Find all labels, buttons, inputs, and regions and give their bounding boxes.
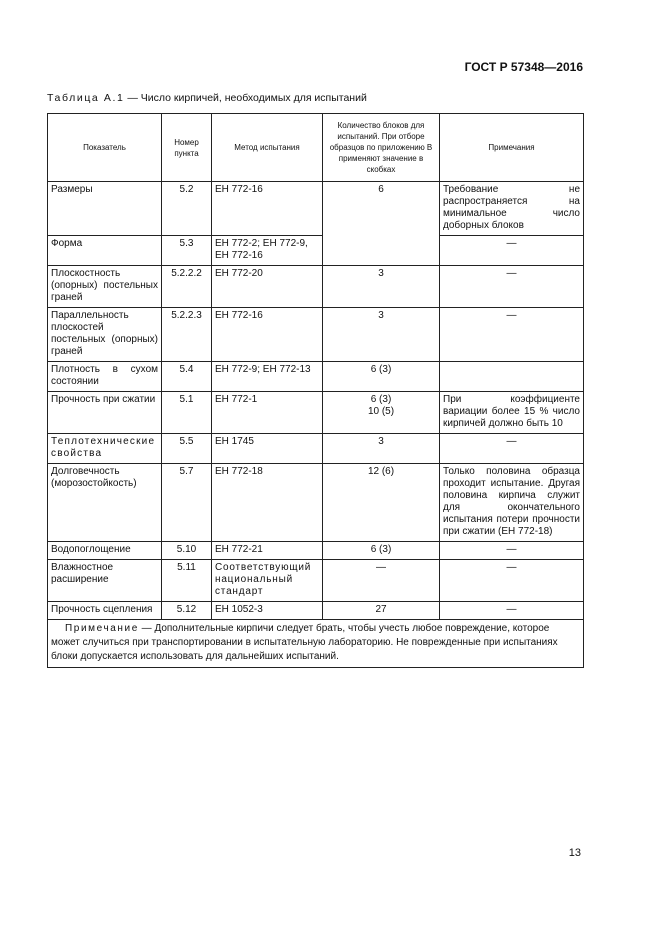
cell-item: 5.10 (162, 542, 212, 560)
table-caption-title: — Число кирпичей, необходимых для испытаний (124, 92, 367, 104)
cell-indicator: Теплотехнические свойства (48, 434, 162, 464)
cell-quantity: 12 (6) (323, 464, 440, 542)
footnote-text: — Дополнительные кирпичи следует брать, чтобы учесть любое повреждение, которое может случиться при транспортировании в испытательную лабораторию. Не поврежденные при испытаниях блоки допускается использовать для дальнейших испытаний. (51, 623, 558, 662)
cell-method: ЕН 772-16 (212, 182, 323, 236)
quantity-value-alt: 10 (5) (367, 406, 395, 417)
cell-item: 5.5 (162, 434, 212, 464)
cell-indicator: Водопоглощение (48, 542, 162, 560)
cell-method: Соответствующий национальный стандарт (212, 560, 323, 602)
table-footnote-row (48, 620, 584, 668)
cell-notes: — (440, 560, 584, 602)
cell-method: ЕН 772-16 (212, 308, 323, 362)
table-row (48, 266, 584, 308)
cell-item: 5.3 (162, 236, 212, 266)
cell-method: ЕН 772-2; ЕН 772-9, ЕН 772-16 (212, 236, 323, 266)
header-test-method: Метод испытания (212, 114, 323, 182)
cell-indicator: Прочность сцепления (48, 602, 162, 620)
footnote-label: Примечание (65, 623, 139, 634)
quantity-value: 6 (3) (370, 394, 392, 405)
table-footnote (48, 620, 584, 668)
cell-method: ЕН 772-21 (212, 542, 323, 560)
test-requirements-table (47, 113, 584, 668)
cell-quantity: 3 (323, 308, 440, 362)
cell-notes: — (440, 542, 584, 560)
cell-indicator: Размеры (48, 182, 162, 236)
cell-item: 5.4 (162, 362, 212, 392)
cell-indicator: Прочность при сжатии (48, 392, 162, 434)
cell-notes: — (440, 308, 584, 362)
cell-indicator: Долговечность (морозостойкость) (48, 464, 162, 542)
table-row (48, 392, 584, 434)
cell-notes: Требование не распространяется на минимальное число доборных блоков (440, 182, 584, 236)
cell-notes: При коэффициенте вариации более 15 % число кирпичей должно быть 10 (440, 392, 584, 434)
cell-item: 5.11 (162, 560, 212, 602)
cell-quantity: — (323, 560, 440, 602)
header-item-number: Номер пункта (162, 114, 212, 182)
cell-quantity: 27 (323, 602, 440, 620)
table-row (48, 236, 584, 266)
cell-indicator: Форма (48, 236, 162, 266)
cell-quantity: 3 (323, 434, 440, 464)
cell-quantity: 6 (3) (323, 542, 440, 560)
table-caption (47, 92, 367, 104)
cell-indicator: Плотность в сухом состоянии (48, 362, 162, 392)
header-quantity: Количество блоков для испытаний. При отборе образцов по приложению В применяют значение в скобках (323, 114, 440, 182)
cell-notes: — (440, 236, 584, 266)
cell-method: ЕН 772-9; ЕН 772-13 (212, 362, 323, 392)
cell-item: 5.12 (162, 602, 212, 620)
table-row (48, 560, 584, 602)
cell-quantity (323, 392, 440, 434)
table-header-row (48, 114, 584, 182)
table-row (48, 602, 584, 620)
standard-code: ГОСТ Р 57348—2016 (464, 60, 583, 74)
table-row (48, 308, 584, 362)
cell-method: ЕН 1745 (212, 434, 323, 464)
cell-item: 5.1 (162, 392, 212, 434)
cell-method: ЕН 772-1 (212, 392, 323, 434)
table-row (48, 434, 584, 464)
cell-method: ЕН 772-20 (212, 266, 323, 308)
cell-notes: — (440, 266, 584, 308)
cell-quantity: 6 (3) (323, 362, 440, 392)
cell-indicator: Плоскостность (опорных) постельных граней (48, 266, 162, 308)
cell-item: 5.2.2.2 (162, 266, 212, 308)
table-row (48, 542, 584, 560)
table-row (48, 182, 584, 236)
cell-item: 5.7 (162, 464, 212, 542)
cell-method: ЕН 1052-3 (212, 602, 323, 620)
cell-method: ЕН 772-18 (212, 464, 323, 542)
cell-notes: — (440, 602, 584, 620)
cell-quantity: 6 (323, 182, 440, 266)
cell-notes: Только половина образца проходит испытание. Другая половина кирпича служит для окончательного испытания потери прочности при сжатии (ЕН 772-18) (440, 464, 584, 542)
table-row (48, 464, 584, 542)
table-caption-prefix: Таблица А.1 (47, 92, 125, 104)
page-number: 13 (568, 847, 581, 859)
cell-notes: — (440, 434, 584, 464)
cell-indicator: Параллельность плоскостей постельных (опорных) граней (48, 308, 162, 362)
header-indicator: Показатель (48, 114, 162, 182)
cell-item: 5.2.2.3 (162, 308, 212, 362)
cell-quantity: 3 (323, 266, 440, 308)
table-row (48, 362, 584, 392)
header-notes: Примечания (440, 114, 584, 182)
cell-notes (440, 362, 584, 392)
cell-indicator: Влажностное расширение (48, 560, 162, 602)
cell-item: 5.2 (162, 182, 212, 236)
